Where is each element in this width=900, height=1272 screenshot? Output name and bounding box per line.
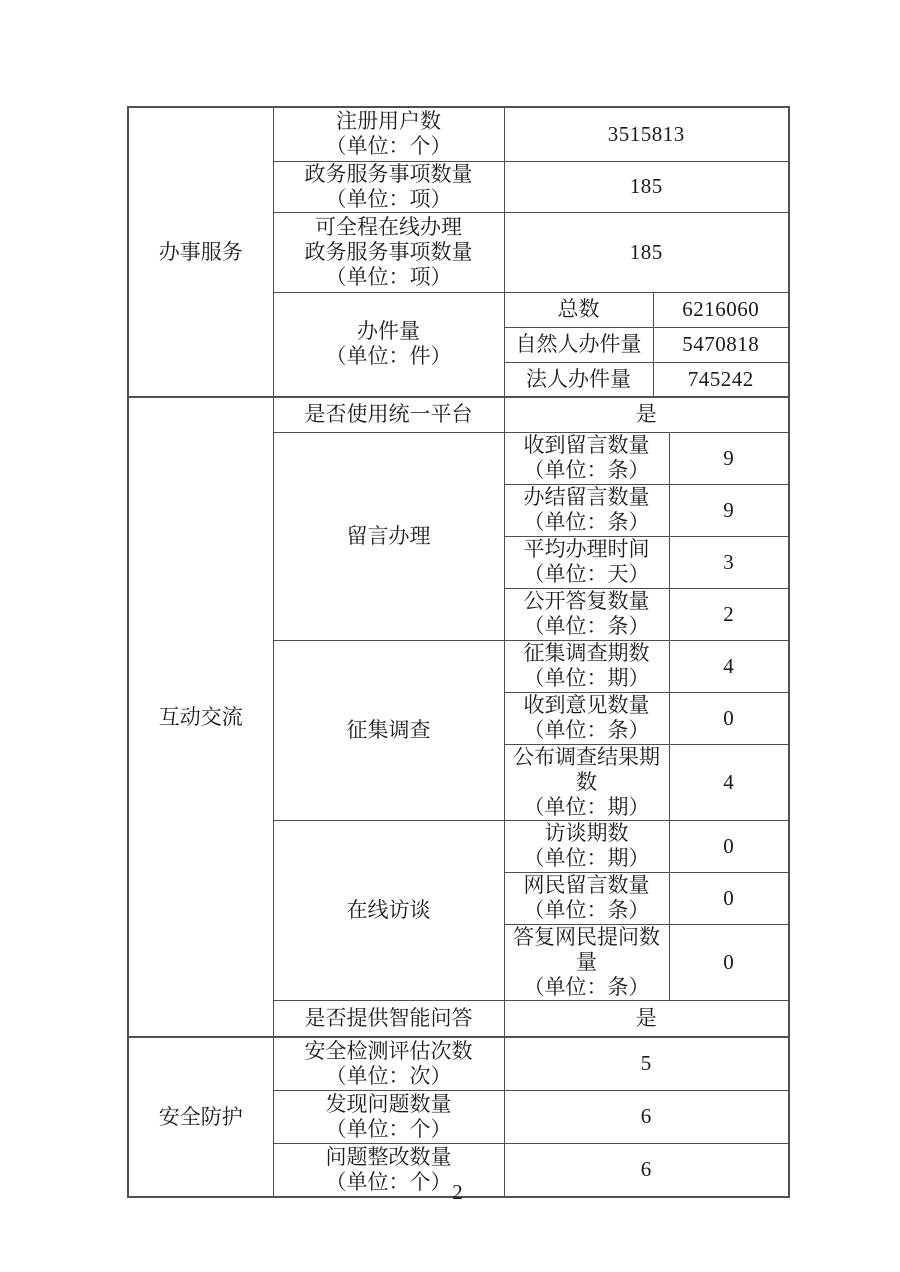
group-label-cell: 留言办理 (273, 432, 504, 640)
metric-unit-line: （单位：期） (523, 794, 650, 819)
metric-unit-line: （单位：天） (523, 562, 650, 586)
sub-metric-label-cell: 总数 (504, 292, 653, 327)
group-label-cell: 征集调查 (273, 640, 504, 820)
metric-unit-line: （单位：个） (325, 1116, 452, 1141)
metric-label-cell: 是否提供智能问答 (273, 1000, 504, 1037)
metric-unit-line: （单位：条） (523, 898, 650, 922)
metric-unit-line: （单位：项） (325, 264, 452, 289)
category-cell: 互动交流 (128, 397, 273, 1037)
metric-unit-line: （单位：期） (523, 666, 650, 690)
sub-metric-value-cell: 0 (669, 692, 789, 744)
metric-label-line: 征集调查期数 (523, 641, 650, 665)
sub-metric-label-cell (504, 432, 669, 484)
sub-metric-value-cell: 0 (669, 924, 789, 1000)
sub-metric-label-cell: 法人办件量 (504, 362, 653, 397)
page-number: 2 (452, 1180, 463, 1204)
metric-label-line: 安全检测评估次数 (304, 1038, 473, 1063)
metric-label-cell (273, 212, 504, 292)
metric-unit-line: （单位：期） (523, 846, 650, 870)
metric-unit-line: （单位：个） (325, 134, 452, 159)
metric-label-line: 收到留言数量 (523, 433, 650, 457)
metric-label-line: 平均办理时间 (523, 537, 650, 561)
sub-metric-label-cell (504, 924, 669, 1000)
metric-unit-line: （单位：条） (523, 614, 650, 638)
metric-value-cell: 185 (504, 161, 789, 212)
category-cell: 安全防护 (128, 1037, 273, 1197)
sub-metric-value-cell: 4 (669, 744, 789, 820)
metric-unit-line: （单位：条） (523, 510, 650, 534)
group-unit-line: （单位：件） (325, 344, 452, 369)
metric-label-cell (273, 1037, 504, 1090)
metric-unit-line: （单位：条） (523, 458, 650, 482)
report-table (127, 106, 790, 1198)
sub-metric-value-cell: 5470818 (653, 327, 789, 362)
sub-metric-value-cell: 0 (669, 872, 789, 924)
group-label-cell (273, 292, 504, 397)
group-label-line: 办件量 (357, 319, 420, 344)
table-row (128, 107, 789, 161)
sub-metric-label-cell (504, 484, 669, 536)
metric-value-cell: 185 (504, 212, 789, 292)
table-row (128, 397, 789, 432)
sub-metric-value-cell: 0 (669, 820, 789, 872)
metric-label-line: 网民留言数量 (523, 873, 650, 897)
metric-label-line: 公布调查结果期数 (513, 744, 660, 794)
metric-value-cell: 是 (504, 1000, 789, 1037)
metric-label-line: 发现问题数量 (325, 1091, 452, 1116)
metric-value-cell: 6 (504, 1143, 789, 1197)
metric-label-line: 政务服务事项数量 (304, 239, 473, 264)
sub-metric-label-cell (504, 872, 669, 924)
metric-label-cell (273, 107, 504, 161)
table-row (128, 1037, 789, 1090)
metric-unit-line: （单位：个） (325, 1169, 452, 1194)
sub-metric-value-cell: 9 (669, 432, 789, 484)
metric-label-cell (273, 1090, 504, 1143)
sub-metric-value-cell: 745242 (653, 362, 789, 397)
metric-label-line: 政务服务事项数量 (304, 161, 473, 186)
metric-label-cell: 是否使用统一平台 (273, 397, 504, 432)
sub-metric-label-cell: 自然人办件量 (504, 327, 653, 362)
sub-metric-label-cell (504, 820, 669, 872)
group-label-cell: 在线访谈 (273, 820, 504, 1000)
metric-label-line: 问题整改数量 (325, 1144, 452, 1169)
sub-metric-label-cell (504, 640, 669, 692)
metric-value-cell: 5 (504, 1037, 789, 1090)
metric-label-line: 收到意见数量 (523, 693, 650, 717)
metric-unit-line: （单位：项） (325, 186, 452, 211)
metric-label-line: 公开答复数量 (523, 589, 650, 613)
metric-value-cell: 6 (504, 1090, 789, 1143)
sub-metric-label-cell (504, 536, 669, 588)
sub-metric-value-cell: 3 (669, 536, 789, 588)
metric-label-line: 答复网民提问数量 (513, 924, 660, 974)
sub-metric-value-cell: 4 (669, 640, 789, 692)
sub-metric-value-cell: 6216060 (653, 292, 789, 327)
metric-label-cell (273, 161, 504, 212)
metric-unit-line: （单位：条） (523, 974, 650, 999)
metric-label-line: 注册用户数 (336, 109, 441, 134)
metric-label-line: 办结留言数量 (523, 485, 650, 509)
metric-value-cell: 3515813 (504, 107, 789, 161)
metric-unit-line: （单位：条） (523, 718, 650, 742)
sub-metric-label-cell (504, 692, 669, 744)
metric-unit-line: （单位：次） (325, 1063, 452, 1088)
sub-metric-label-cell (504, 744, 669, 820)
sub-metric-value-cell: 2 (669, 588, 789, 640)
category-cell: 办事服务 (128, 107, 273, 397)
sub-metric-label-cell (504, 588, 669, 640)
sub-metric-value-cell: 9 (669, 484, 789, 536)
metric-label-line: 访谈期数 (544, 821, 629, 845)
metric-label-line: 可全程在线办理 (315, 214, 462, 239)
metric-value-cell: 是 (504, 397, 789, 432)
